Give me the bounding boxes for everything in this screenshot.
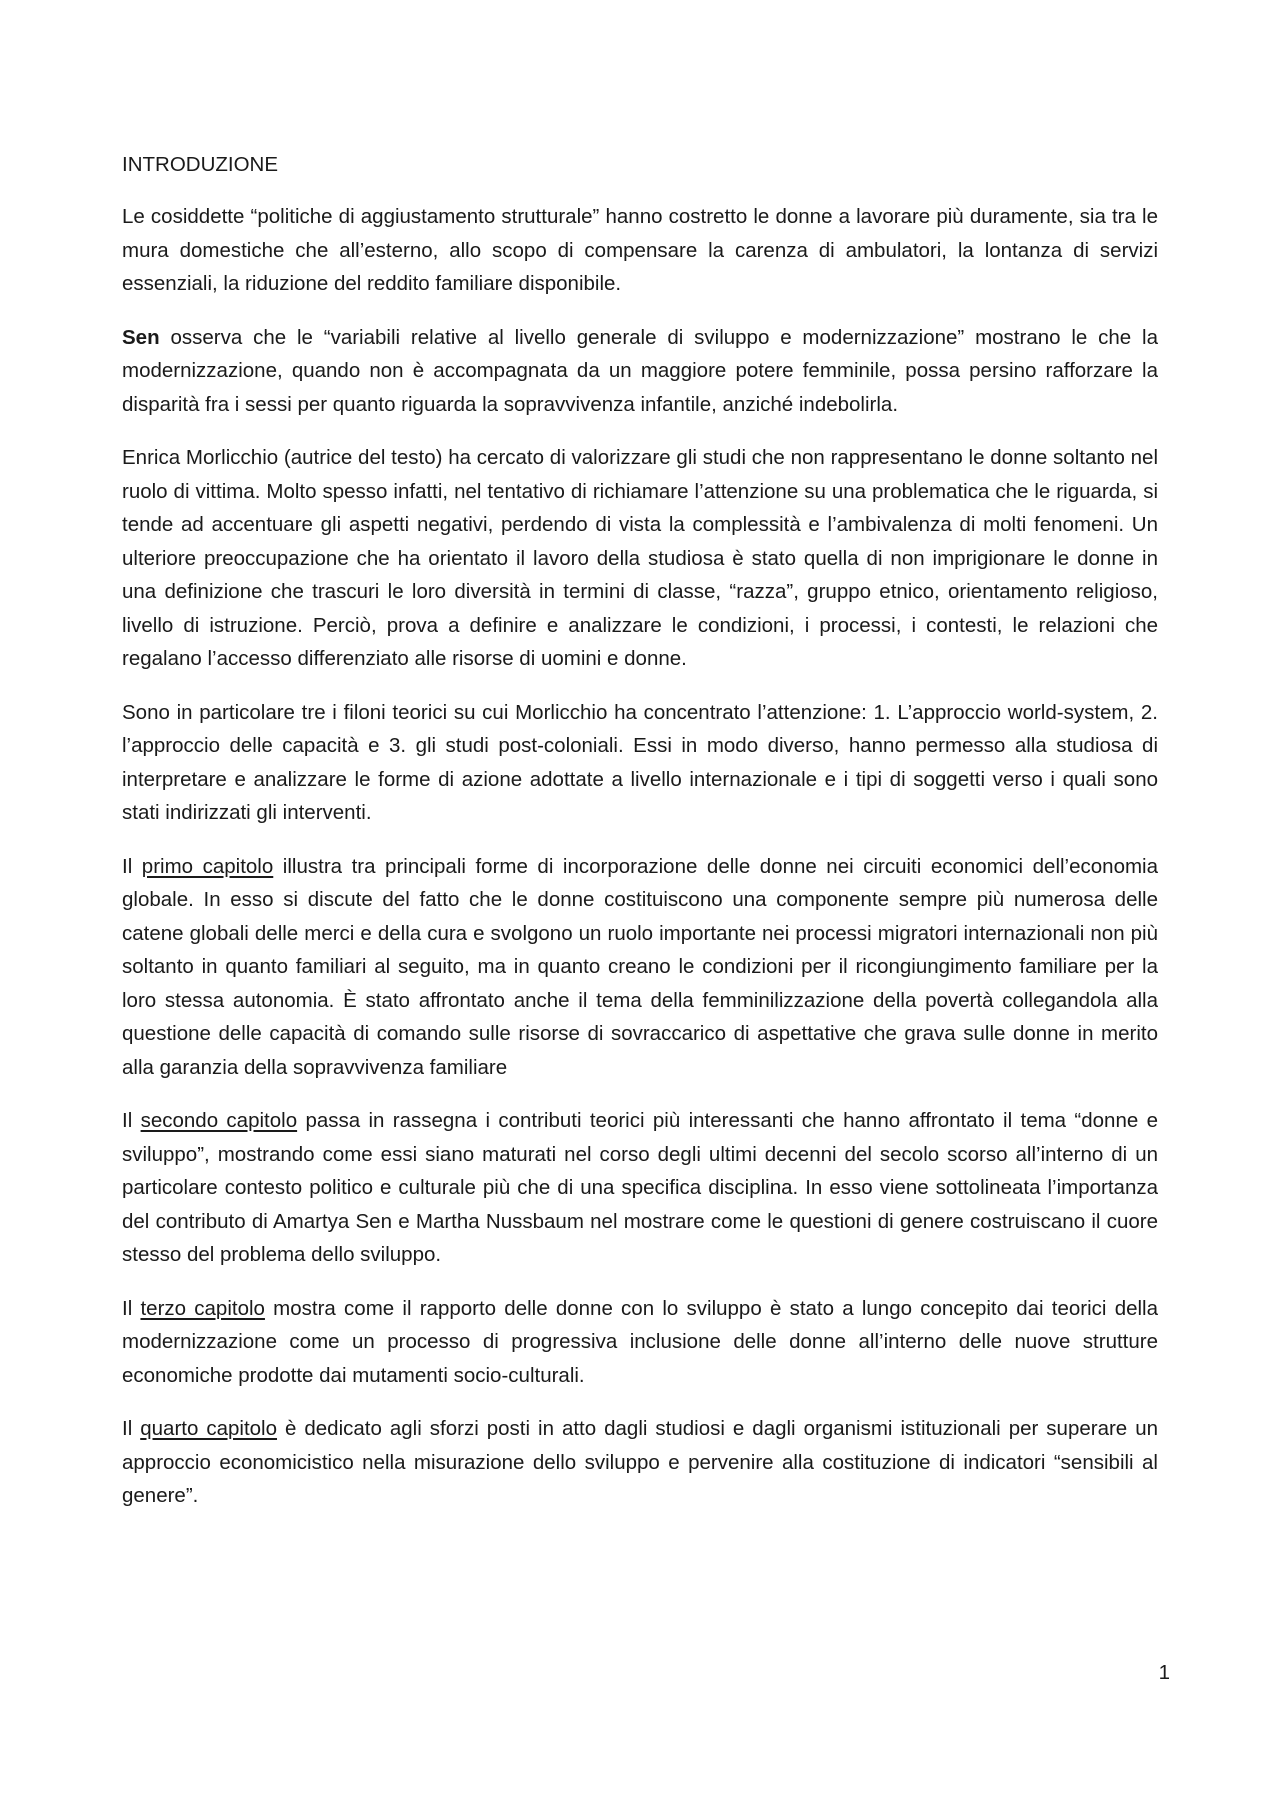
paragraph-filoni-teorici [122,696,1158,830]
paragraph-primo-capitolo [122,850,1158,1085]
paragraph-text: passa in rassegna i contributi teorici più interessanti che hanno affrontato il tema “donne e sviluppo”, mostrando come essi siano maturati nel corso degli ultimi decenni del secolo scorso all’interno di un particolare contesto politico e culturale più che di una specifica disciplina. In esso viene sottolineata l’importanza del contributo di Amartya Sen e Martha Nussbaum nel mostrare come le questioni di genere costruiscano il cuore stesso del problema dello sviluppo. [122,1109,1158,1266]
page-number: 1 [1158,1661,1170,1684]
section-heading: INTRODUZIONE [122,153,279,176]
paragraph-aggiustamento [122,200,1158,301]
bold-term-sen: Sen [122,325,160,349]
paragraph-text: mostra come il rapporto delle donne con lo sviluppo è stato a lungo concepito dai teorici della modernizzazione come un processo di progressiva inclusione delle donne all’interno delle nuove strutture economiche prodotte dai mutamenti socio-culturali. [122,1296,1159,1387]
paragraph-text: è dedicato agli sforzi posti in atto dagli studiosi e dagli organismi istituzionali per superare un approccio economicistico nella misurazione dello sviluppo e pervenire alla costituzione di indicatori “sensibili al genere”. [122,1417,1158,1507]
paragraph-sen [122,321,1158,422]
underlined-terzo-capitolo: terzo capitolo [140,1296,265,1320]
paragraph-prefix: Il [122,1296,141,1320]
paragraph-text: Sono in particolare tre i filoni teorici su cui Morlicchio ha concentrato l’attenzione: 1. L’approccio world-system, 2. l’approccio delle capacità e 3. gli studi post-coloniali. Essi in modo diverso, hanno permesso alla studiosa di interpretare e analizzare le forme di azione adottate a livello internazionale e i tipi di soggetti verso i quali sono stati indirizzati gli interventi. [122,700,1158,824]
paragraph-prefix: Il [122,1109,141,1132]
paragraph-text: osserva che le “variabili relative al livello generale di sviluppo e modernizzazione” mostrano le che la modernizzazione, quando non è accompagnata da un maggiore potere femminile, possa persino rafforzare la disparità fra i sessi per quanto riguarda la sopravvivenza infantile, anziché indebolirla. [122,325,1158,416]
paragraph-quarto-capitolo [122,1412,1158,1513]
paragraph-text: illustra tra principali forme di incorporazione delle donne nei circuiti economici dell’economia globale. In esso si discute del fatto che le donne costituiscono una componente sempre più numerosa delle catene globali delle merci e della cura e svolgono un ruolo importante nei processi migratori internazionali non più soltanto in quanto familiari al seguito, ma in quanto creano le condizioni per il ricongiungimento familiare per la loro stessa autonomia. È stato affrontato anche il tema della femminilizzazione della povertà collegandola alla questione delle capacità di comando sulle risorse di sovraccarico di aspettative che grava sulle donne in merito alla garanzia della sopravvivenza familiare [122,854,1159,1079]
underlined-secondo-capitolo: secondo capitolo [140,1109,298,1132]
document-body [122,148,1158,1533]
underlined-quarto-capitolo: quarto capitolo [140,1417,278,1440]
paragraph-prefix: Il [122,1417,141,1440]
underlined-primo-capitolo: primo capitolo [141,854,274,878]
paragraph-text: Enrica Morlicchio (autrice del testo) ha cercato di valorizzare gli studi che non rappresentano le donne soltanto nel ruolo di vittima. Molto spesso infatti, nel tentativo di richiamare l’attenzione su una problematica che le riguarda, si tende ad accentuare gli aspetti negativi, perdendo di vista la complessità e l’ambivalenza di molti fenomeni. Un ulteriore preoccupazione che ha orientato il lavoro della studiosa è stato quella di non imprigionare le donne in una definizione che trascuri le loro diversità in termini di classe, “razza”, gruppo etnico, orientamento religioso, livello di istruzione. Perciò, prova a definire e analizzare le condizioni, i processi, i contesti, le relazioni che regalano l’accesso differenziato alle risorse di uomini e donne. [122,446,1158,670]
paragraph-secondo-capitolo [122,1104,1158,1272]
paragraph-terzo-capitolo [122,1292,1158,1393]
paragraph-text: Le cosiddette “politiche di aggiustamento strutturale” hanno costretto le donne a lavorare più duramente, sia tra le mura domestiche che all’esterno, allo scopo di compensare la carenza di ambulatori, la lontanza di servizi essenziali, la riduzione del reddito familiare disponibile. [122,205,1158,295]
paragraph-prefix: Il [122,854,142,878]
paragraph-morlicchio [122,441,1158,676]
